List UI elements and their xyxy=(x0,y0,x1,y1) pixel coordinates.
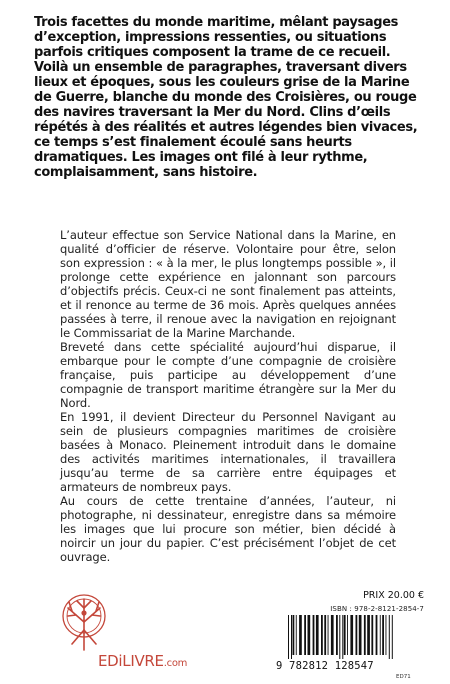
publisher-logo xyxy=(52,590,192,676)
isbn-label: ISBN : 978-2-8121-2854-7 xyxy=(330,605,424,613)
price-label: PRIX 20.00 € xyxy=(363,590,424,601)
publisher-wordmark xyxy=(98,652,187,670)
tree-figure-icon xyxy=(52,590,132,658)
intro-summary xyxy=(34,15,424,180)
biography-paragraph-1: L’auteur effectue son Service National dans la Marine, en qualité d’officier de réserve. Volontaire pour être, selon son expression : « à la mer, le plus longtemps possible », il prolonge cette expérience en jalonnant son parcours d’objectifs précis. Ceux-ci ne sont finalement pas atteints, et il renonce au terme de 36 mois. Après quelques années passées à terre, il renoue avec la navigation en rejoignant le Commissariat de la Marine Marchande. xyxy=(60,228,396,340)
publisher-name: EDiLIVRE xyxy=(98,652,164,670)
biography-paragraph-3: En 1991, il devient Directeur du Personnel Navigant au sein de plusieurs compagnies maritimes de croisière basées à Monaco. Pleinement introduit dans le domaine des activités maritimes internationales, il travaillera jusqu’au terme de sa carrière entre équipages et armateurs de nombreux pays. xyxy=(60,410,396,494)
publisher-suffix: .com xyxy=(163,658,188,669)
barcode-digits: 9 782812 128547 xyxy=(276,660,374,672)
barcode-icon xyxy=(284,615,424,659)
biography-paragraph-2: Breveté dans cette spécialité aujourd’hui disparue, il embarque pour le compte d’une compagnie de croisière française, puis participe au développement d’une compagnie de transport maritime étrangère sur la Mer du Nord. xyxy=(60,340,396,410)
product-code: ED71 xyxy=(396,674,411,680)
author-biography xyxy=(60,228,396,564)
intro-paragraph: Trois facettes du monde maritime, mêlant paysages d’exception, impressions ressenties, ou situations parfois critiques composent la trame de ce recueil. Voilà un ensemble de paragraphes, traversant divers lieux et époques, sous les couleurs grise de la Marine de Guerre, blanche du monde des Croisières, ou rouge des navires traversant la Mer du Nord. Clins d’œils répétés à des réalités et autres légendes bien vivaces, ce temps s’est finalement écoulé sans heurts dramatiques. Les images ont filé à leur rythme, complaisamment, sans histoire. xyxy=(34,15,418,180)
biography-paragraph-4: Au cours de cette trentaine d’années, l’auteur, ni photographe, ni dessinateur, enregistre dans sa mémoire les images que lui procure son métier, bien décidé à noircir un jour du papier. C’est précisément l’objet de cet ouvrage. xyxy=(60,494,396,564)
